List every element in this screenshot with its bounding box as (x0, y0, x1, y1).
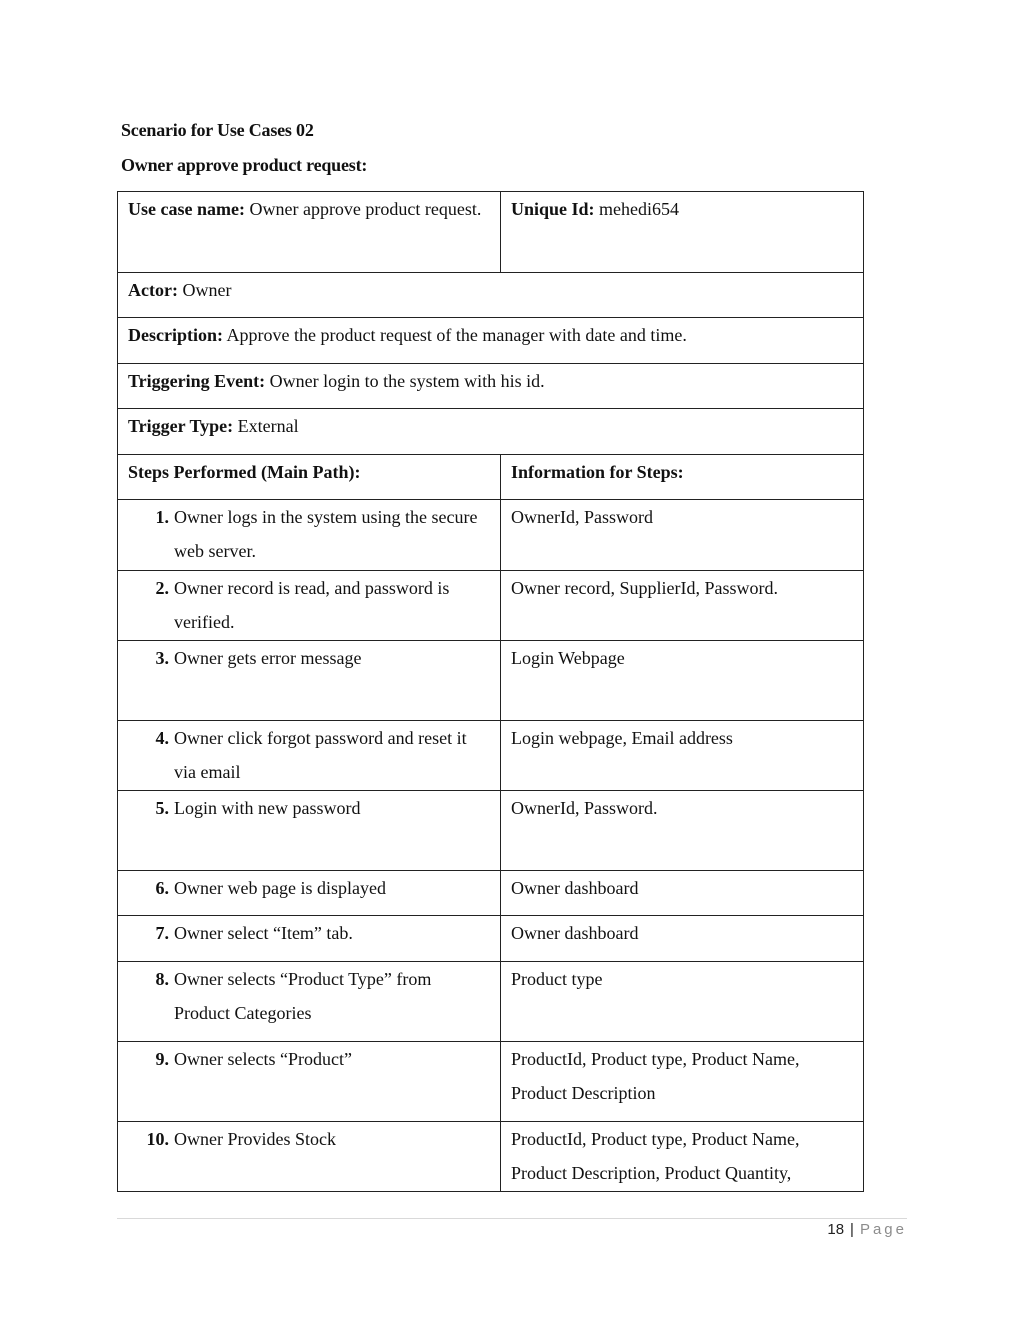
step-text: Owner record is read, and password is verified. (174, 578, 450, 632)
page-label: Page (859, 1221, 907, 1238)
actor-cell (118, 273, 864, 318)
table-row (118, 1122, 864, 1192)
use-case-name-value: Owner approve product request. (249, 199, 482, 219)
step-text: Owner logs in the system using the secure web server. (174, 507, 478, 561)
page-number: 18 (827, 1221, 845, 1238)
table-row (118, 962, 864, 1042)
table-row (118, 916, 864, 962)
use-case-table (117, 191, 864, 1192)
step-text: Owner selects “Product” (174, 1049, 352, 1069)
step-number: 1. (155, 507, 169, 527)
step-text: Owner selects “Product Type” from Product Categories (174, 969, 432, 1023)
steps-header-row (118, 455, 864, 500)
use-case-name-label: Use case name: (128, 199, 245, 219)
actor-row (118, 273, 864, 318)
triggering-event-value: Owner login to the system with his id. (269, 371, 545, 391)
table-row (118, 500, 864, 571)
table-row (118, 721, 864, 791)
step-number: 7. (155, 923, 169, 943)
step-info: Login Webpage (501, 641, 864, 721)
step-text: Owner gets error message (174, 648, 362, 668)
trigger-type-value: External (237, 416, 299, 436)
step-number: 5. (155, 798, 169, 818)
table-row (118, 1042, 864, 1122)
unique-id-cell (501, 192, 864, 273)
step-text: Login with new password (174, 798, 361, 818)
trigger-type-row (118, 409, 864, 455)
triggering-event-row (118, 364, 864, 409)
unique-id-value: mehedi654 (599, 199, 680, 219)
page-footer (827, 1221, 907, 1238)
footer-separator: | (850, 1221, 854, 1238)
step-info: Product type (501, 962, 864, 1042)
step-number: 9. (155, 1049, 169, 1069)
table-row (118, 641, 864, 721)
name-id-row (118, 192, 864, 273)
actor-label: Actor: (128, 280, 178, 300)
step-number: 4. (155, 728, 169, 748)
step-info: OwnerId, Password. (501, 791, 864, 871)
step-text: Owner web page is displayed (174, 878, 386, 898)
step-info: Login webpage, Email address (501, 721, 864, 791)
info-header: Information for Steps: (501, 455, 864, 500)
scenario-title: Scenario for Use Cases 02 (121, 120, 314, 140)
step-text: Owner select “Item” tab. (174, 923, 353, 943)
step-number: 8. (155, 969, 169, 989)
table-row (118, 571, 864, 641)
step-info: Owner record, SupplierId, Password. (501, 571, 864, 641)
description-label: Description: (128, 325, 223, 345)
step-info: ProductId, Product type, Product Name, Product Description, Product Quantity, (501, 1122, 864, 1192)
step-number: 3. (155, 648, 169, 668)
step-text: Owner Provides Stock (174, 1129, 336, 1149)
step-number: 10. (146, 1129, 169, 1149)
triggering-event-cell (118, 364, 864, 409)
description-value: Approve the product request of the manager with date and time. (226, 325, 687, 345)
trigger-type-cell (118, 409, 864, 455)
step-number: 6. (155, 878, 169, 898)
footer-divider (117, 1218, 907, 1219)
trigger-type-label: Trigger Type: (128, 416, 234, 436)
table-row (118, 871, 864, 916)
use-case-subtitle: Owner approve product request: (121, 155, 368, 175)
use-case-name-cell (118, 192, 501, 273)
description-row (118, 318, 864, 364)
step-text: Owner click forgot password and reset it via email (174, 728, 467, 782)
actor-value: Owner (182, 280, 232, 300)
description-cell (118, 318, 864, 364)
step-info: Owner dashboard (501, 871, 864, 916)
step-number: 2. (155, 578, 169, 598)
step-info: OwnerId, Password (501, 500, 864, 571)
steps-header: Steps Performed (Main Path): (118, 455, 501, 500)
triggering-event-label: Triggering Event: (128, 371, 266, 391)
table-row (118, 791, 864, 871)
unique-id-label: Unique Id: (511, 199, 595, 219)
step-info: Owner dashboard (501, 916, 864, 962)
step-info: ProductId, Product type, Product Name, Product Description (501, 1042, 864, 1122)
